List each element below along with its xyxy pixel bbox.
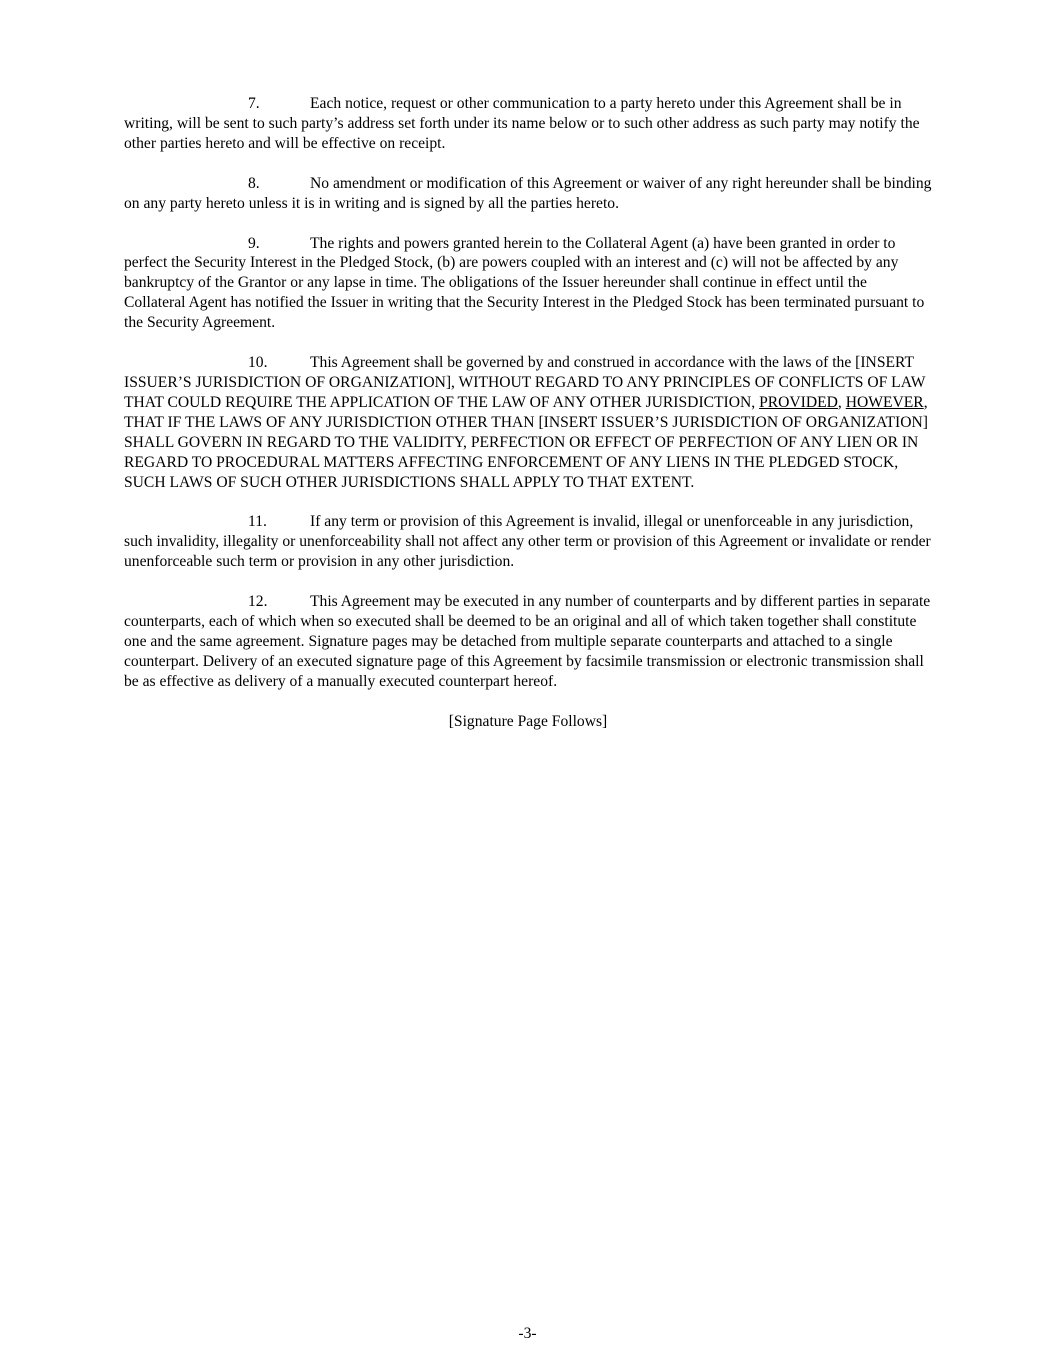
- document-body: [124, 94, 932, 732]
- paragraph-text: This Agreement shall be governed by and construed in accordance with the laws of the [INSERT ISSUER’S JURISDICTION OF ORGANIZATION], WITHOUT REGARD TO ANY PRINCIPLES OF CONFLICTS OF LAW THAT COULD REQUIRE THE APPLICATION OF THE LAW OF ANY OTHER JURISDICTION,: [124, 354, 926, 411]
- however-term: HOWEVER: [845, 393, 924, 411]
- paragraph-text: The rights and powers granted herein to the Collateral Agent (a) have been granted in order to perfect the Security Interest in the Pledged Stock, (b) are powers coupled with an interest and (c) will not be affected by any bankruptcy of the Grantor or any lapse in time. The obligations of the Issuer hereunder shall continue in effect until the Collateral Agent has notified the Issuer in writing that the Security Interest in the Pledged Stock has been terminated pursuant to the Security Agreement.: [124, 234, 925, 332]
- paragraph-7: [124, 94, 932, 154]
- page-number: -3-: [518, 1325, 537, 1342]
- paragraph-number: 7.: [248, 95, 260, 112]
- paragraph-9: [124, 234, 932, 334]
- paragraph-8: [124, 174, 932, 214]
- paragraph-12: [124, 592, 932, 692]
- paragraph-number: 11.: [248, 513, 267, 531]
- term-separator: ,: [837, 393, 846, 411]
- paragraph-number: 12.: [248, 593, 268, 611]
- paragraph-text: If any term or provision of this Agreement is invalid, illegal or unenforceable in any jurisdiction, such invalidity, illegality or unenforceability shall not affect any other term or provision of this Agreement or invalidate or render unenforceable such term or provision in any other jurisdiction.: [124, 513, 931, 571]
- paragraph-text: This Agreement may be executed in any number of counterparts and by different parties in separate counterparts, each of which when so executed shall be deemed to be an original and all of which taken together shall constitute one and the same agreement. Signature pages may be detached from multiple separate counterparts and attached to a single counterpart. Delivery of an executed signature page of this Agreement by facsimile transmission or electronic transmission shall be as effective as delivery of a manually executed counterpart hereof.: [124, 593, 931, 690]
- paragraph-text: Each notice, request or other communication to a party hereto under this Agreement shall be in writing, will be sent to such party’s address set forth under its name below or to such other address as such party may notify the other parties hereto and will be effective on receipt.: [124, 95, 920, 152]
- paragraph-text-continued: , THAT IF THE LAWS OF ANY JURISDICTION OTHER THAN [INSERT ISSUER’S JURISDICTION OF ORGANIZATION] SHALL GOVERN IN REGARD TO THE VALIDITY, PERFECTION OR EFFECT OF PERFECTION OF ANY LIEN OR IN REGARD TO PROCEDURAL MATTERS AFFECTING ENFORCEMENT OF ANY LIENS IN THE PLEDGED STOCK, SUCH LAWS OF SUCH OTHER JURISDICTIONS SHALL APPLY TO THAT EXTENT.: [124, 393, 928, 491]
- paragraph-10: [124, 353, 932, 492]
- signature-page-note: [Signature Page Follows]: [448, 712, 608, 730]
- paragraph-number: 10.: [248, 354, 268, 372]
- paragraph-11: [124, 512, 932, 572]
- paragraph-text: No amendment or modification of this Agreement or waiver of any right hereunder shall be binding on any party hereto unless it is in writing and is signed by all the parties hereto.: [124, 174, 932, 212]
- paragraph-number: 9.: [248, 234, 260, 252]
- provided-term: PROVIDED: [759, 393, 838, 411]
- paragraph-number: 8.: [248, 174, 260, 192]
